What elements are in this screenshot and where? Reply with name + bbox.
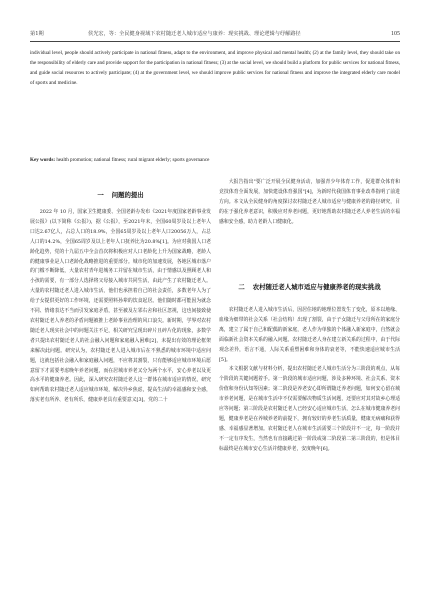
body-paragraph: 本文根据文献与材料分析，提出农村随迁老人城市生活分为三阶段的观点，从每个阶段的关键问题着手。第一阶段的城市适应问题，涉及多种环境、社会关系、资本价值和身份认知等因素；第二阶段是养老安心即所谓随迁养老问题，如何安心留在城市养老问题，是在城市生活中不仅需要解决物质生活问题，还要应对其对故乡心理适应等问题；第三阶段是农村随迁老人已经安心适应城市生活，怎么在城市健康养老问题，健康养老是在养城养老的前提下，拥有较好的养老生活质量，健康无病痛和获得感、幸福感显著增加。农村随迁老人在城市生活需要三个阶段并不一定，每一阶段并不一定有序发生，当然也有直接跳过第一阶段或第二阶段第二第三阶段的，但是体目标最终是在城市安心生活并健康养老，安度晚年[6]。: [219, 366, 400, 452]
keywords-text: health promotion; national fitness; rural migrant elderly; sports governance: [55, 157, 210, 163]
header-rule: [30, 41, 400, 42]
abstract-text: individual level, people should actively participate in national fitness, adapt to the environment, and improve physical and mental health; (2) at the family level, they should take on the responsibility of elderly care and provide support for the participation in national fitness; (3) at the social level, we should build a platform for public services for national fitness, and guide social resources to actively participate; (4) at the government level, we should improve public services for national fitness and improve the integrated elderly care model of sports and medicine.: [30, 50, 400, 86]
keywords-line: [30, 156, 400, 166]
right-column-body: [219, 306, 400, 455]
body-paragraph: 农村随迁老人进入城市生活后，因居住地的地理位置发生了变化，原本以地缘、血缘为细带的社会关系（社会结构）出现了割裂，由于子女随迁与父母所在的家庭分离，建立了属于自己和配偶的新家庭，老人作为单独的个体融入新家庭中，自然就会面临新社会资本关系的融入问题。农村随迁老人身在建立新关系的过程中，由于代际观念差异，语言不通，人际关系重塑困难和身体的衰老等，不能快速适应城市生活[5]。: [219, 307, 400, 363]
page-number: 105: [391, 31, 400, 37]
section-heading-1: [30, 189, 211, 201]
section-title: 问题的提出: [111, 191, 144, 199]
section-number: 一: [97, 191, 104, 199]
running-header: [30, 28, 400, 40]
left-column: [30, 208, 211, 406]
issue-label: 第1期: [30, 31, 44, 37]
section-title: 农村随迁老人城市适应与健康养老的现实挑战: [252, 283, 381, 291]
section-heading-2: [219, 282, 400, 293]
body-paragraph: 大报告指出"要广泛开展全民健身活动，加强青少年体育工作，促进群众体育和竞技体育全面发展，加快建设体育强国"[4]，为新时代我国体育事业改革指明了前进方向。本文从全民健身的角度探讨农村随迁老人城市适应与健康养老的路径研究，目的在于强化养老意识，积极应对养老问题，更好地帮助农村随迁老人养老生活的幸福感和安全感，助力老龄人口健康化。: [219, 179, 400, 225]
keywords-label: Key words:: [30, 157, 56, 163]
english-abstract: [30, 49, 400, 89]
section-number: 二: [238, 283, 245, 291]
running-title: 侯光宏，等：全民健身视域下农村随迁老人城市适应与康养：现实挑战、理论逻辑与纾解路径: [88, 31, 301, 37]
body-paragraph: 2022 年 10 月，国家卫生健康委、全国老龄办发布《2021年度国家老龄事业发展公报》(以下简称《公报》)，据《公报》，至2021年末，全国60周岁及以上老年人口达2.67亿人，占总人口的18.9%，全国65周岁及以上老年人口20056万人，占总人口的14.2%，全国65周岁及以上老年人口抚养比为20.8%[1]。为应对我国人口老龄化趋势，党的十九届五中全会首次将积极应对人口老龄化上升为国家战略，老龄人的健康事业是人口老龄化战略推进的重要部分。城市化的加速发展，各地区城市落户的门槛不断降低，大量农村青年进城务工并留在城市生活，由于情感以及照顾老人和小孩的需要，有一部分人选择将父母接入城市共同生活，由此产生了农村随迁老人。大量的农村随迁老人进入城市生活，他们也承担着自己的社会责任，多数老年人为了给子女提供更好的工作环境，还需要照料孙辈的饮食起居。他们随时都可能因为就念不同、情绪表达不当而引发家庭矛盾，甚至被及左邻右舍和社区忽视，这也间接致使农村随迁老人养老的矛盾问题被推上老龄事业治理的风口浪尖。新时期，学界对农村随迁老人现实社会中的问题关注不足，相关研究呈现出碎片且碎片化的现象，多数学者只提出农村随迁老人的社会融入问题和家庭融入困难[2]，未提出有效的理论框架来解决此问题。研究认为，农村随迁老人进入城市后在不熟悉的城市环境中适应问题，这就包括社会融入和家庭融入问题，不应将其割裂，只有能够适应城市环境后愿意留下才需要考虑晚年养老问题，而在居城市养老又分为两个水平，安心养老以及更高水平的健康养老。因此，深入研究农村随迁老人这一群体在城市适应的情况，研究如何帮助农村随迁老人适应城市环境，解决异乡焦虑，提高生活的幸福感和安全感，落实老有所养、老有所乐，健康养老具有重要意义[3]。党的二十: [30, 209, 211, 404]
right-column-intro: [219, 178, 400, 228]
